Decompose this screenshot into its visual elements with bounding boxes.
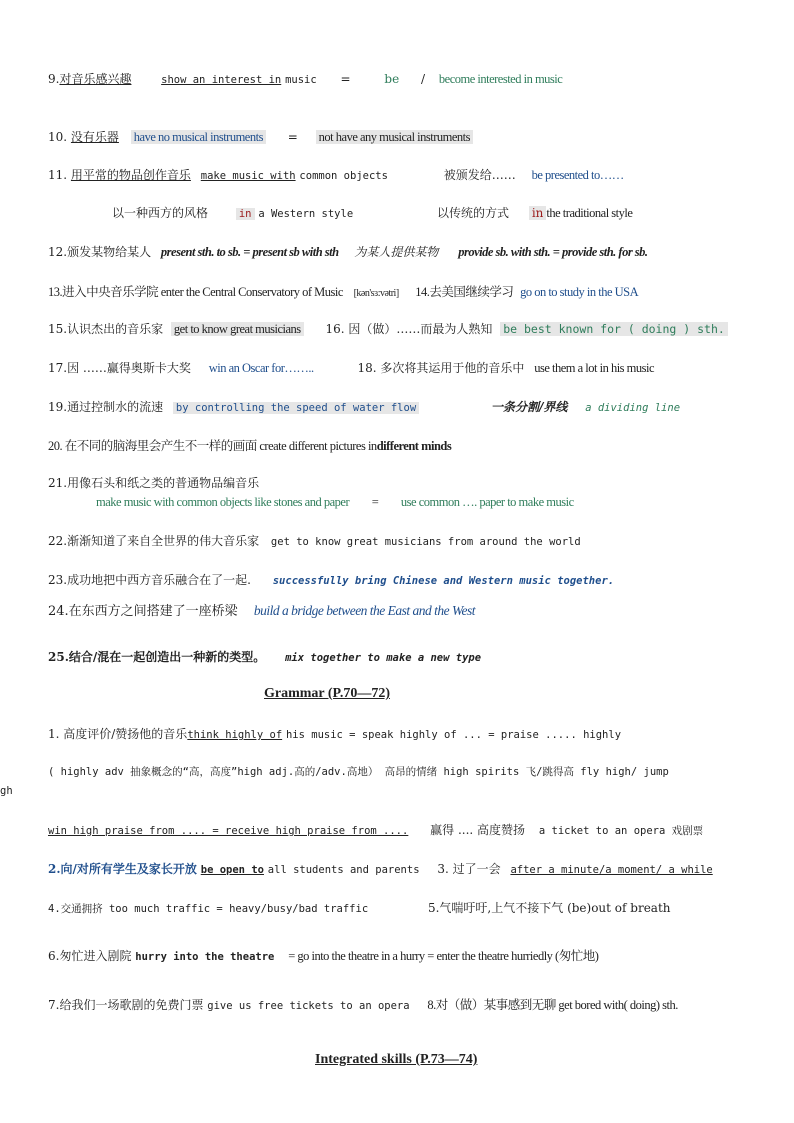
vocab-line-21b: make music with common objects like stones and paper = use common …. paper to make music: [96, 495, 574, 509]
vocab-line-11: 11. 用平常的物品创作音乐 make music with common objects 被颁发给…… be presented to……: [48, 168, 624, 182]
vocab-line-17: 17.因 ……赢得奥斯卡大奖 win an Oscar for…….. 18. 多次将其运用于他的音乐中 use them a lot in his music: [48, 361, 655, 375]
vocab-line-25: 25.结合/混在一起创造出一种新的类型。 mix together to make a new type: [48, 650, 482, 664]
vocab-line-24: 24.在东西方之间搭建了一座桥梁 build a bridge between the East and the West: [48, 603, 476, 619]
grammar-line-4: 4.交通拥挤 too much traffic = heavy/busy/bad traffic 5.气喘吁吁,上气不接下气 (be)out of breath: [48, 901, 671, 915]
vocab-line-9: 9.对音乐感兴趣 show an interest in music = be / become interested in music: [48, 72, 563, 86]
vocab-line-21: 21.用像石头和纸之类的普通物品编音乐: [48, 476, 260, 490]
vocab-line-11b: 以一种西方的风格 in a Western style 以传统的方式 in the traditional style: [112, 206, 633, 220]
grammar-line-1c: gh: [0, 785, 13, 797]
vocab-line-13: 13.进入中央音乐学院 enter the Central Conservatory of Music [kən'sɜ:vətri] 14.去美国继续学习 go on to study in the USA: [48, 285, 639, 299]
grammar-line-1b: ( highly adv 抽象概念的“高，高度”high adj.高的/adv.高地） 高昂的情绪 high spirits 飞/跳得高 fly high/ jump: [48, 766, 669, 778]
grammar-line-6: 6.匆忙进入剧院 hurry into the theatre = go into the theatre in a hurry = enter the theatre hurriedly (匆忙地): [48, 949, 599, 963]
integrated-skills-heading: Integrated skills (P.73—74): [315, 1052, 478, 1067]
grammar-line-2: 2.向/对所有学生及家长开放 be open to all students and parents 3. 过了一会 after a minute/a moment/ a while: [48, 862, 713, 876]
vocab-line-23: 23.成功地把中西方音乐融合在了一起. successfully bring Chinese and Western music together.: [48, 573, 615, 587]
vocab-line-19: 19.通过控制水的流速 by controlling the speed of water flow 一条分割/界线 a dividing line: [48, 400, 681, 414]
vocab-line-20: 20. 在不同的脑海里会产生不一样的画面 create different pictures indifferent minds: [48, 439, 452, 453]
vocab-line-10: 10. 没有乐器 have no musical instruments = not have any musical instruments: [48, 128, 473, 145]
grammar-heading: Grammar (P.70—72): [264, 686, 390, 701]
vocab-line-12: 12.颁发某物给某人 present sth. to sb. = present sb with sth 为某人提供某物 provide sb. with sth. = provide sth. for sb.: [48, 245, 648, 259]
vocab-line-22: 22.渐渐知道了来自全世界的伟大音乐家 get to know great musicians from around the world: [48, 534, 581, 548]
grammar-line-1d: win high praise from .... = receive high praise from .... 赢得 .... 高度赞扬 a ticket to an opera 戏剧票: [48, 823, 704, 837]
vocab-line-15: 15.认识杰出的音乐家 get to know great musicians 16. 因（做）……而最为人熟知 be best known for ( doing ) sth.: [48, 320, 728, 337]
grammar-line-1: 1. 高度评价/赞扬他的音乐think highly of his music = speak highly of ... = praise ..... highly: [48, 727, 622, 741]
grammar-line-7: 7.给我们一场歌剧的免费门票 give us free tickets to an opera 8.对（做）某事感到无聊 get bored with( doing) sth.: [48, 998, 678, 1012]
